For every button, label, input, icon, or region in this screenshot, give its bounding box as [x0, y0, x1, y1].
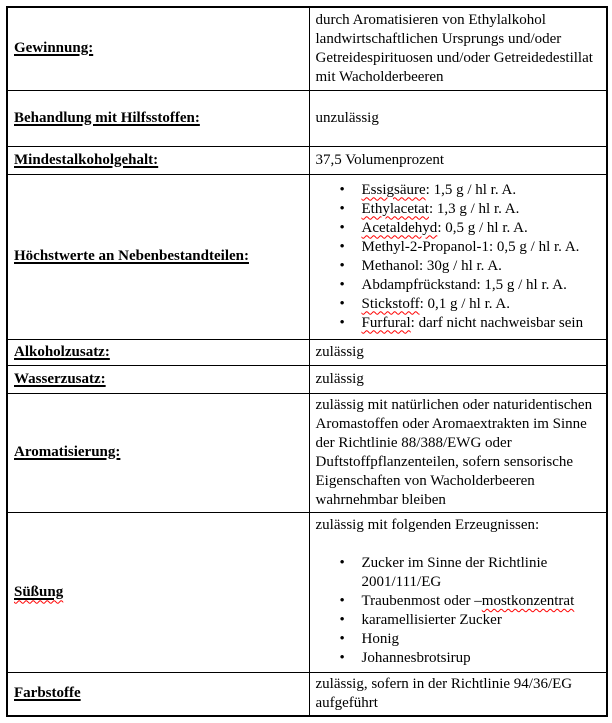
table-row: [7, 90, 607, 146]
row-value-text: zulässig, sofern in der Richtlinie 94/36/EG aufgeführt: [315, 675, 573, 711]
row-label-cell: [7, 339, 309, 365]
table-row: [7, 393, 607, 512]
misspelled-word: mostkonzentrat: [481, 593, 575, 609]
row-value-cell: [309, 339, 607, 365]
row-label: Alkoholzusatz:: [14, 343, 110, 360]
text-segment: Abdampfrückstand: 1,5 g / hl r. A.: [361, 276, 567, 293]
bullet-icon: •: [339, 238, 345, 255]
row-label: Höchstwerte an Nebenbestandteilen:: [14, 248, 249, 264]
bullet-item: [316, 314, 601, 333]
bullet-icon: •: [339, 314, 345, 331]
row-label: Aromatisierung:: [14, 444, 121, 460]
row-value-cell: [309, 512, 607, 672]
row-label-cell: [7, 90, 309, 146]
row-value-cell: [309, 174, 607, 339]
bullet-icon: •: [339, 257, 345, 274]
bullet-item: [316, 200, 601, 219]
row-label: [14, 584, 63, 600]
text-segment: : 1,5 g / hl r. A.: [425, 181, 517, 198]
row-value-cell: [309, 90, 607, 146]
bullet-icon: •: [339, 631, 345, 647]
row-value-text: 37,5 Volumenprozent: [315, 151, 445, 168]
row-value-intro: zulässig mit folgenden Erzeugnissen:: [315, 517, 540, 533]
misspelled-word: Furfural: [361, 314, 411, 331]
text-segment: : 0,1 g / hl r. A.: [419, 295, 510, 312]
text-segment: Methanol: 30g / hl r. A.: [361, 257, 502, 274]
bullet-icon: •: [339, 200, 345, 217]
row-label-cell: [7, 512, 309, 672]
text-segment: Johannesbrotsirup: [361, 650, 471, 666]
misspelled-word: Acetaldehyd: [361, 219, 438, 236]
row-value-cell: [309, 146, 607, 174]
row-label: Gewinnung:: [14, 40, 94, 57]
table-row: [7, 672, 607, 716]
table-row: [7, 512, 607, 672]
bullet-icon: •: [339, 593, 345, 609]
bullet-icon: •: [339, 219, 345, 236]
row-label-cell: [7, 146, 309, 174]
bullet-icon: •: [339, 276, 345, 293]
bullet-item: [316, 592, 601, 611]
row-value-text: zulässig mit natürlichen oder naturidentischen Aromastoffen oder Aromaextrakten im Sinne der Richtlinie 88/388/EWG oder Duftstoffpflanzenteilen, sofern sensorische Eigenschaften von Wacholderbeeren wahrnehmbar bleiben: [315, 396, 593, 508]
row-value-cell: [309, 7, 607, 90]
bullet-icon: •: [339, 555, 345, 571]
bullet-item: [316, 649, 601, 668]
row-label-cell: [7, 365, 309, 393]
bullet-list: [316, 181, 601, 333]
row-label-cell: [7, 672, 309, 716]
row-label-cell: [7, 393, 309, 512]
misspelled-word: Süßung: [14, 583, 64, 600]
bullet-icon: •: [339, 612, 345, 628]
text-segment: Honig: [361, 631, 399, 647]
row-value-text: zulässig: [315, 370, 364, 387]
row-label-cell: [7, 174, 309, 339]
table-row: [7, 7, 607, 90]
table-row: [7, 339, 607, 365]
row-value-text: unzulässig: [315, 109, 379, 126]
row-value-cell: [309, 365, 607, 393]
text-segment: Traubenmost oder –: [361, 593, 482, 609]
text-segment: karamellisierter Zucker: [361, 612, 502, 628]
misspelled-word: Essigsäure: [361, 181, 426, 198]
bullet-item: [316, 219, 601, 238]
row-value-text: durch Aromatisieren von Ethylalkohol landwirtschaftlichen Ursprungs und/oder Getreidespirituosen und/oder Getreidedestillat mit Wacholderbeeren: [315, 11, 593, 85]
bullet-item: [316, 611, 601, 630]
bullet-icon: •: [339, 650, 345, 666]
table-row: [7, 365, 607, 393]
table-row: [7, 146, 607, 174]
bullet-item: [316, 238, 601, 257]
row-label-cell: [7, 7, 309, 90]
text-segment: : 0,5 g / hl r. A.: [437, 219, 528, 236]
bullet-list: [316, 554, 601, 668]
bullet-icon: •: [339, 181, 345, 198]
bullet-item: [316, 630, 601, 649]
bullet-item: [316, 181, 601, 200]
row-label: Wasserzusatz:: [14, 370, 106, 387]
bullet-item: [316, 554, 601, 592]
table-row: [7, 174, 607, 339]
row-value-text: zulässig: [315, 343, 364, 360]
text-segment: : darf nicht nachweisbar sein: [410, 314, 584, 331]
row-value-cell: [309, 672, 607, 716]
row-label: Mindestalkoholgehalt:: [14, 151, 159, 168]
text-segment: Methyl-2-Propanol-1: 0,5 g / hl r. A.: [361, 238, 580, 255]
row-label: Behandlung mit Hilfsstoffen:: [14, 109, 200, 126]
spec-table: [6, 6, 608, 717]
text-segment: : 1,3 g / hl r. A.: [428, 200, 520, 217]
table-body: [7, 7, 607, 716]
bullet-icon: •: [339, 295, 345, 312]
bullet-item: [316, 276, 601, 295]
bullet-item: [316, 295, 601, 314]
misspelled-word: Stickstoff: [361, 295, 420, 312]
text-segment: Zucker im Sinne der Richtlinie 2001/111/EG: [361, 555, 548, 590]
misspelled-word: Ethylacetat: [361, 200, 429, 217]
bullet-item: [316, 257, 601, 276]
row-label: Farbstoffe: [14, 685, 81, 701]
row-value-cell: [309, 393, 607, 512]
